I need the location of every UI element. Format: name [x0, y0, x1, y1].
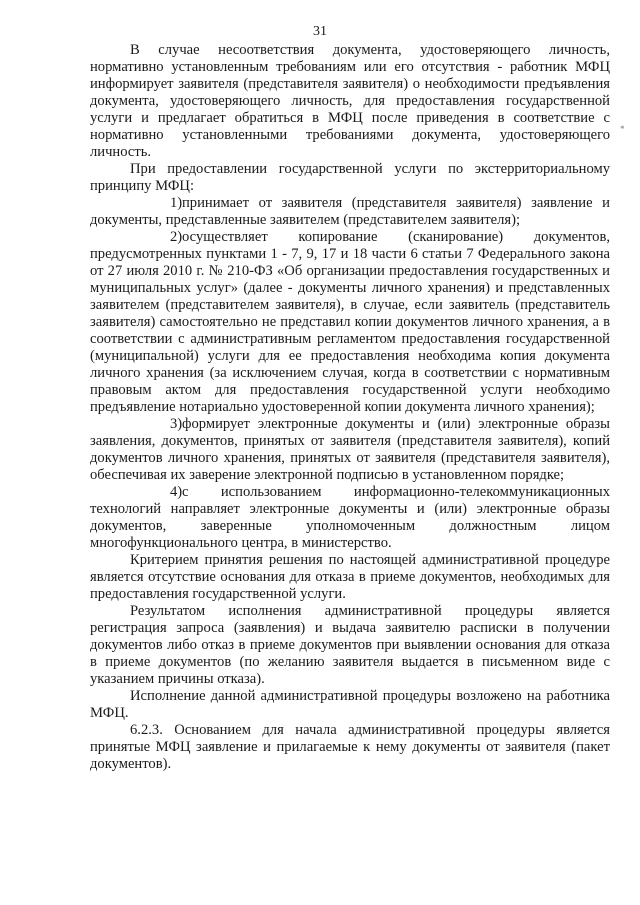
list-item-text: формирует электронные документы и (или) электронные образы заявления, документов, принятых от заявителя (представителя заявителя), копий документов личного хранения, принятых от заявителя (представителя заявителя), обеспечивая их заверение электронной подписью в установленном порядке;: [90, 416, 610, 483]
list-item-number: 4): [170, 484, 183, 500]
list-item: [90, 416, 610, 484]
paragraph-procedure-result: Результатом исполнения административной процедуры является регистрация запроса (заявления) и выдача заявителю расписки в получении документов либо отказ в приеме документов при выявлении основания для отказа в приеме документов (по желанию заявителя выдается в письменном виде с указанием причины отказа).: [90, 603, 610, 687]
document-body: [90, 42, 610, 773]
list-item-text: с использованием информационно-телекоммуникационных технологий направляет электронные документы и (или) электронные образы документов, заверенные уполномоченным должностным лицом многофункционального центра, в министерство.: [90, 484, 610, 551]
list-item: [90, 484, 610, 552]
list-item-text: принимает от заявителя (представителя заявителя) заявление и документы, представленные заявителем (представителем заявителя);: [90, 195, 610, 228]
paragraph-extraterritorial-intro: При предоставлении государственной услуги по экстерриториальному принципу МФЦ:: [90, 161, 610, 194]
list-item-number: 3): [170, 416, 183, 432]
list-item: [90, 229, 610, 416]
list-item-number: 2): [170, 229, 183, 245]
page-number: 31: [313, 24, 327, 39]
paragraph-execution-assignment: Исполнение данной административной процедуры возложено на работника МФЦ.: [90, 688, 610, 721]
list-item-text: осуществляет копирование (сканирование) документов, предусмотренных пунктами 1 - 7, 9, 17 и 18 части 6 статьи 7 Федерального закона от 27 июля 2010 г. № 210-ФЗ «Об организации предоставления государственных и муниципальных услуг» (далее - документы личного хранения) и представленных заявителем (представителем заявителя), в случае, если заявитель (представитель заявителя) самостоятельно не представил копии документов личного хранения, а в соответствии с административным регламентом предоставления государственной (муниципальной) услуги для ее предоставления необходима копия документа личного хранения (за исключением случая, когда в соответствии с нормативным правовым актом для предоставления государственной услуги необходимо предъявление нотариально удостоверенной копии документа личного хранения);: [90, 229, 610, 415]
list-item-number: 1): [170, 195, 183, 211]
list-item: [90, 195, 610, 229]
margin-mark: *: [620, 124, 625, 134]
paragraph-section-6-2-3: 6.2.3. Основанием для начала административной процедуры является принятые МФЦ заявление и прилагаемые к нему документы от заявителя (пакет документов).: [90, 722, 610, 772]
paragraph-decision-criterion: Критерием принятия решения по настоящей административной процедуре является отсутствие основания для отказа в приеме документов, необходимых для предоставления государственной услуги.: [90, 552, 610, 602]
paragraph-document-mismatch: В случае несоответствия документа, удостоверяющего личность, нормативно установленным требованиям или его отсутствия - работник МФЦ информирует заявителя (представителя заявителя) о необходимости предъявления документа, удостоверяющего личность, для предоставления государственной услуги и предлагает обратиться в МФЦ после приведения в соответствие с нормативно установленными требованиями документа, удостоверяющего личность.: [90, 42, 610, 160]
